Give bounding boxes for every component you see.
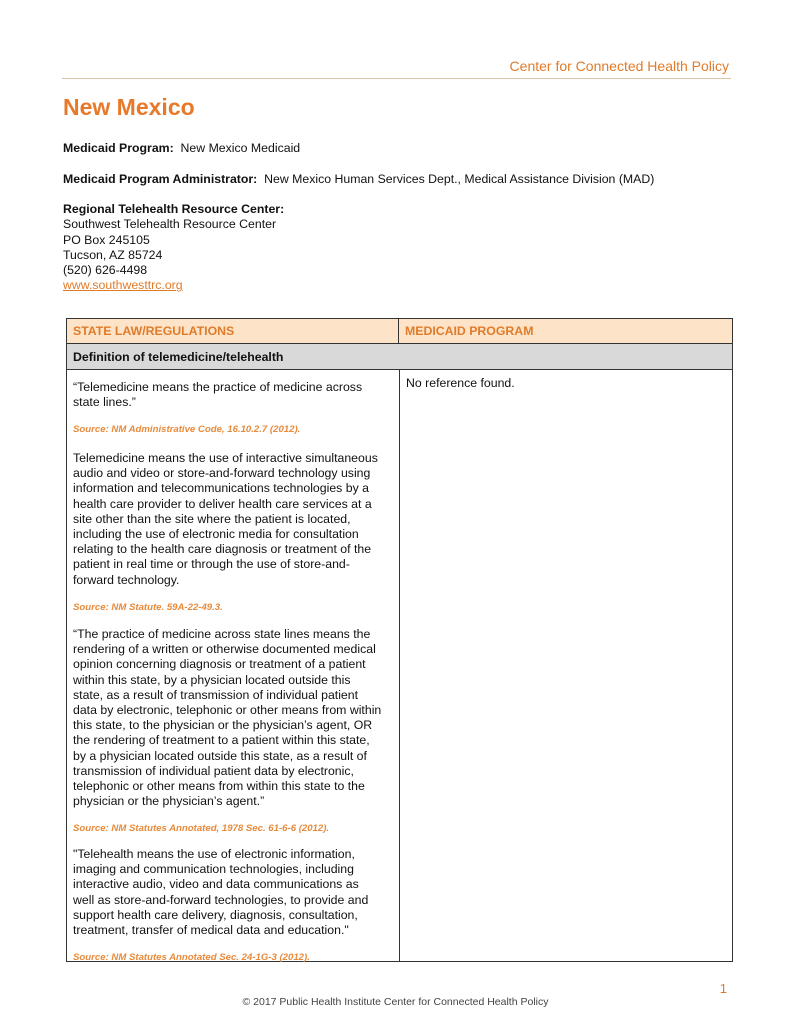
law-text-line: audio and video or store-and-forward technology using — [73, 466, 371, 481]
law-text-line: data by electronic, telephonic or other means from within — [73, 703, 382, 718]
medicaid-cell-text: No reference found. — [406, 376, 515, 390]
column-header-state-law: STATE LAW/REGULATIONS — [67, 319, 399, 344]
law-text-line: state, as a result of transmission of individual patient — [73, 687, 359, 702]
rtrc-name: Southwest Telehealth Resource Center — [63, 217, 277, 232]
medicaid-admin-label: Medicaid Program Administrator: — [63, 172, 258, 186]
law-text-line: imaging and communication technologies, including — [73, 862, 354, 877]
law-text-line: forward technology. — [73, 572, 180, 587]
medicaid-program — [63, 141, 300, 155]
law-text-line: “Telemedicine means the practice of medicine across — [73, 380, 363, 394]
rtrc-website-link[interactable]: www.southwesttrc.org — [63, 278, 183, 293]
source-citation: Source: NM Statutes Annotated Sec. 24-1G-3 (2012). — [73, 952, 310, 964]
law-text-line: health care provider to deliver health care services at a — [73, 496, 372, 511]
law-text-line: information and telecommunications technologies by a — [73, 481, 369, 496]
law-text-line: physician or the physician’s agent.” — [73, 794, 265, 809]
medicaid-admin-value: New Mexico Human Services Dept., Medical Assistance Division (MAD) — [264, 172, 655, 186]
rtrc-city: Tucson, AZ 85724 — [63, 247, 163, 262]
law-text-line: treatment, transfer of medical data and education." — [73, 923, 349, 938]
page-number: 1 — [719, 981, 727, 996]
law-text-paragraph — [73, 847, 368, 938]
law-text-line: the rendering of treatment to a patient within this state, — [73, 733, 370, 748]
column-divider — [399, 370, 400, 961]
law-text-line: well as store-and-forward technologies, to provide and — [73, 892, 369, 907]
source-citation: Source: NM Statutes Annotated, 1978 Sec. 61-6-6 (2012). — [73, 823, 330, 835]
law-text-line: state lines.” — [73, 395, 136, 410]
law-text-line: interactive audio, video and data communications as — [73, 877, 359, 892]
page-title: New Mexico — [63, 94, 195, 120]
medicaid-program-value: New Mexico Medicaid — [180, 141, 301, 155]
rtrc-label: Regional Telehealth Resource Center: — [63, 202, 285, 216]
column-header-medicaid: MEDICAID PROGRAM — [399, 319, 732, 344]
law-text-line: transmission of individual patient data by electronic, — [73, 763, 354, 778]
law-text-line: opinion concerning diagnosis or treatment of a patient — [73, 657, 366, 672]
footer-copyright: © 2017 Public Health Institute Center for Connected Health Policy — [242, 996, 549, 1008]
law-text-line: patient in real time or through the use of store-and- — [73, 557, 350, 572]
rtrc-phone: (520) 626-4498 — [63, 263, 148, 278]
law-text-line: telephonic or other means from within this state to the — [73, 779, 365, 794]
section-header: Definition of telemedicine/telehealth — [67, 344, 732, 370]
law-text-paragraph — [73, 380, 362, 410]
medicaid-administrator — [63, 172, 654, 186]
source-citation: Source: NM Administrative Code, 16.10.2.7 (2012). — [73, 424, 301, 436]
law-text-line: Telemedicine means the use of interactive simultaneous — [73, 451, 378, 465]
rtrc-po-box: PO Box 245105 — [63, 232, 150, 247]
header-brand: Center for Connected Health Policy — [509, 58, 729, 74]
telehealth-resource-center — [63, 202, 284, 294]
law-text-line: site other than the site where the patient is located, — [73, 511, 351, 526]
law-text-line: including the use of electronic media for consultation — [73, 527, 359, 542]
source-citation: Source: NM Statute. 59A-22-49.3. — [73, 601, 223, 613]
law-text-line: "Telehealth means the use of electronic information, — [73, 847, 355, 861]
law-text-line: “The practice of medicine across state lines means the — [73, 627, 371, 641]
medicaid-program-label: Medicaid Program: — [63, 141, 174, 155]
law-text-paragraph — [73, 627, 381, 809]
policy-table — [66, 318, 733, 962]
law-text-line: within this state, by a physician located outside this — [73, 672, 351, 687]
law-text-line: rendering of a written or otherwise documented medical — [73, 642, 376, 657]
law-text-line: by a physician located outside this state, as a result of — [73, 748, 367, 763]
law-text-line: this state, to the physician or the physician’s agent, OR — [73, 718, 373, 733]
law-text-paragraph — [73, 451, 378, 588]
header-divider — [62, 78, 731, 79]
law-text-line: relating to the health care diagnosis or treatment of the — [73, 542, 372, 557]
law-text-line: support health care delivery, diagnosis, consultation, — [73, 907, 358, 922]
